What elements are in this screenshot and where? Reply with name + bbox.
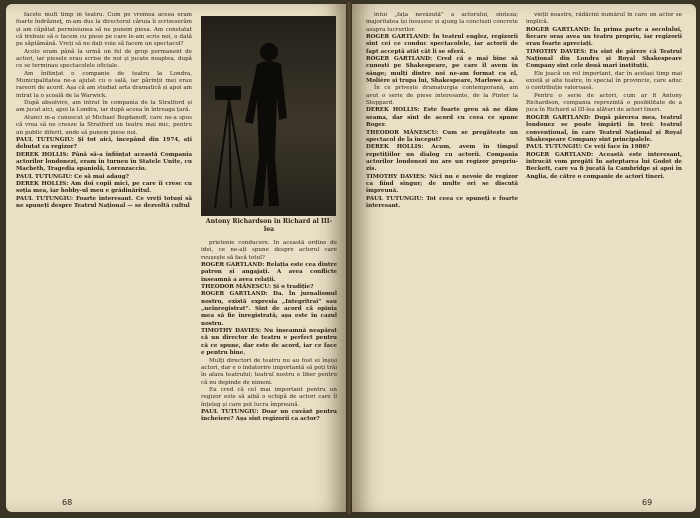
speaker-line: TIMOTHY DAVIES: Nu înseamnă neapărat că un director de teatru e perfect pentru că ce spune, dar este de acord, iar ce face e pentru bine. <box>201 328 337 357</box>
right-page-column-1 <box>366 12 518 492</box>
paragraph: Acolo eram până la urmă un fel de grup permanent de actori, iar piesele erau scrise de noi și jucate noaptea, după ce se terminau spectacolele oficiale. <box>16 48 192 70</box>
speaker-line: ROGER GARTLAND: Relația este cea dintre patron și angajați. A avea conflicte înseamnă a avea relații. <box>201 262 337 283</box>
speaker-line: DEREK HOLLIS: Acum, avem în timpul repetițiilor un dialog cu actorii. Compania actorilor londonezi nu are un regizor propriu-zis. <box>366 144 518 173</box>
right-page <box>352 4 696 512</box>
page-number-right: 69 <box>642 498 653 507</box>
speaker-line: TIMOTHY DAVIES: Eu sînt de părere că Teatrul Național din Londra și Royal Shakespeare Company sînt cele două mari instituții. <box>526 48 682 70</box>
speaker-line: PAUL TUTUNGIU: Ce veți face în 1986? <box>526 144 650 151</box>
speaker-line: ROGER GARTLAND: În prima parte a secolului, fiecare oraș avea un teatru propriu, iar regizorii erau foarte apreciați. <box>526 26 682 48</box>
paragraph: intui „fața nevăzută” a actorului, sinteza; majoritatea își însușesc și ajung la concluzii concrete asupra lucrurilor. <box>366 12 518 33</box>
paragraph: Ele joacă un rol important, dar în același timp mai există și alte teatre, în special în provincie, care aduc o contribuție valoroasă. <box>526 70 682 92</box>
speaker-line: PAUL TUTUNGIU: Doar un cuvânt pentru încheiere? Așa sînt regizorii ca actor? <box>201 408 337 423</box>
actor-photo <box>201 16 336 216</box>
speaker-line: PAUL TUTUNGIU: Și tot aici, începând din 1974, ați debutat ca regizor? <box>16 136 192 151</box>
speaker-line: DEREK HOLLIS: Până să-a înființat această Compania actorilor londonezi, eram în turneu în Statele Unite, cu Macbeth, Tragedia spaniolă, Lorenzaccio. <box>16 151 192 173</box>
paragraph: Mulți directori de teatru nu au fost ei înșiși actori, dar e o îndatorire importantă să poți trăi în afara teatrului; teatrul nostru e liber pentru că nu depinde de nimeni. <box>201 357 337 386</box>
paragraph: vieții noastre, rădăcini numărul în care un actor se implică. <box>526 12 682 26</box>
right-page-column-2 <box>526 12 682 492</box>
speaker-line: THEODOR MĂNESCU: Și o tradiție? <box>201 284 314 291</box>
paragraph: După absolvire, am intrat în compania de la Stratford și am jucat aici, apoi la Londra, iar după aceea în întreaga țară. <box>16 100 192 114</box>
speaker-line: THEODOR MĂNESCU: Cum se pregătește un spectacol de la început? <box>366 129 518 143</box>
left-page-column-2 <box>201 240 337 492</box>
paragraph: Atunci m-a cunoscut și Michael Bogdanoff, care ne-a spus că vrea să ne creeze la Stratford un teatru mai mic, pentru un public diferit, unde să punem piese noi. <box>16 114 192 136</box>
page-number-left: 68 <box>62 498 73 507</box>
paragraph: Am înființat o companie de teatru la Londra, Municipalitatea ne-a ajutat cu o sală, iar părinții mei erau rareori de acord. Așa că am studiat arta dramatică și apoi am intrat la o școală de la Warwick. <box>16 70 192 99</box>
speaker-line: ROGER GARTLAND: Această este interesant, întrucât vom pregăti În așteptarea lui Godot de Beckett, care va fi jucată la Cambridge și apoi în Anglia, de către o companie de actori tineri. <box>526 151 682 180</box>
camera-shape <box>215 86 241 100</box>
paragraph: facete mult timp în teatru. Cum pe vremea aceea eram foarte îndrăzneţ, m-am dus la directorul căruia îi scriseserăm și am căpătat permisiunea să ne punem piesa. Am constatat că trebuie să o facem cu piese pe care le-am scris noi, o dată pe săptămână. Vreți să ne dați voie să facem un spectacol? <box>16 12 192 48</box>
speaker-line: ROGER GARTLAND: Da. În jurnalismul nostru, există expresia „Integritrai” sau „neînregistrat”. Sînt de acord că opinia mea să fie înregistrată; așa este în cazul nostru. <box>201 291 337 327</box>
speaker-line: PAUL TUTUNGIU: Foarte interesant. Ce vreți totuși să ne spuneți despre Teatrul Național — se dezvoltă cultul <box>16 195 192 209</box>
paragraph: Eu cred că cel mai important pentru un regizor este să aibă o echipă de actori care îl înțeleg și care pot lucra împreună. <box>201 386 337 408</box>
tripod-shape <box>211 100 251 210</box>
speaker-line: DEREK HOLLIS: Este foarte greu să ne dăm seama, dar sînt de acord cu ceea ce spune Roger. <box>366 107 518 129</box>
photo-caption: Antony Richardson in Richard al III-lea <box>205 218 333 233</box>
speaker-line: PAUL TUTUNGIU: Tot ceea ce spuneți e foarte interesant. <box>366 195 518 209</box>
speaker-line: ROGER GARTLAND: În teatrul englez, regizorii sînt cei ce conduc spectacolele, iar actorii de fapt acceptă atât cât li se oferă. <box>366 34 518 55</box>
speaker-line: DEREK HOLLIS: Am doi copii mici, pe care îi cresc cu soția mea, iar hobby-ul meu e grădinăritul. <box>16 180 192 195</box>
left-page-column-1 <box>16 12 192 492</box>
speaker-line: PAUL TUTUNGIU: Ce să mai adaug? <box>16 173 129 180</box>
speaker-line: ROGER GARTLAND: Cred că e mai bine să cunoști pe Shakespeare, pe care îl avem în sânge; mulți dintre noi ne-am format cu el, Molière și trupa lui, Shakespeare, Marlowe ș.a. <box>366 56 518 85</box>
paragraph: În ce privește dramaturgia contemporană, am avut o serie de piese interesante, de la Pinter la Stoppard. <box>366 85 518 107</box>
paragraph: Pentru o serie de actori, cum ar fi Antony Richardson, compania reprezintă o posibilitate de a juca în Richard al III-lea alături de actori tineri. <box>526 92 682 114</box>
speaker-line: ROGER GARTLAND: După părerea mea, teatrul londonez se poate împărți în trei: teatrul convențional, în care Teatrul Național și Royal Shakespeare Company sînt principalele. <box>526 114 682 143</box>
left-page <box>6 4 346 512</box>
speaker-line: TIMOTHY DAVIES: Nici nu e nevoie de regizor ca fiind singur; de multe ori se discută împreună. <box>366 173 518 195</box>
paragraph: prietenie conducere. În această ordine de idei, ce ne-ați spune despre actorul care reușește să facă totul? <box>201 240 337 261</box>
